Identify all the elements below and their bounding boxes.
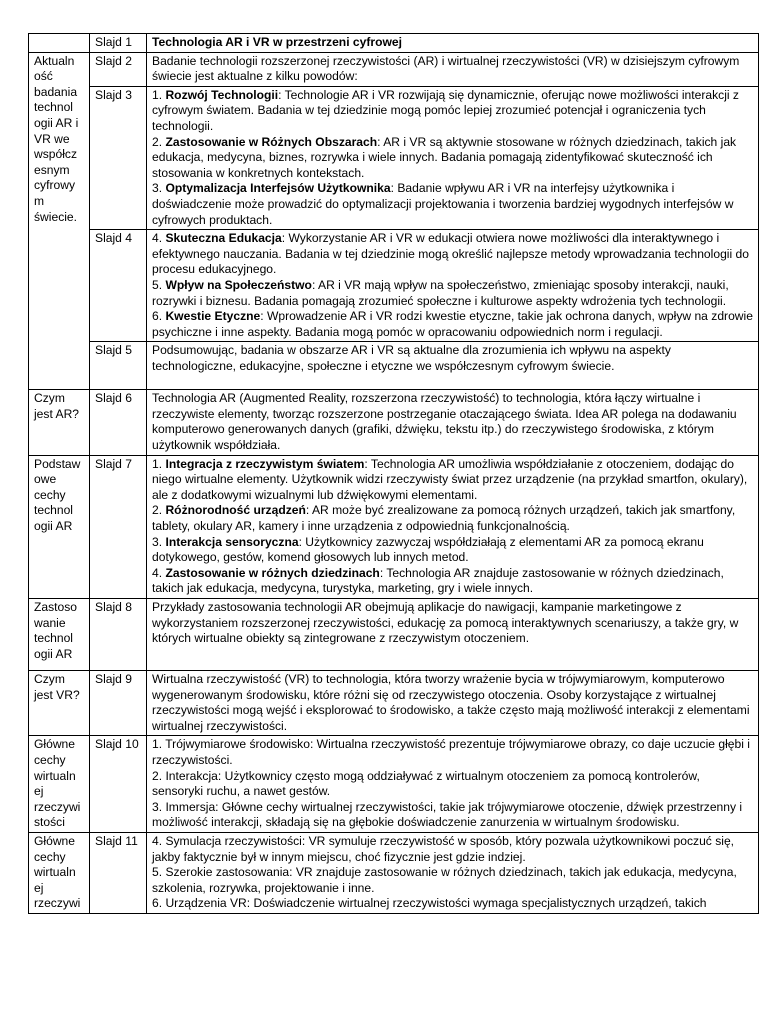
slide-content-cell <box>147 736 759 833</box>
list-item: 3. Interakcja sensoryczna: Użytkownicy zazwyczaj współdziałają z elementami AR za pomocą ekranu dotykowego, gestów, komend głosowych lub innych metod. <box>152 534 704 565</box>
slide-number-cell: Slajd 3 <box>90 86 147 229</box>
table-row <box>29 599 759 671</box>
list-item: 3. Optymalizacja Interfejsów Użytkownika: Badanie wpływu AR i VR na interfejsy użytkownika i doświadczenie może prowadzić do optymalizacji projektowania i tworzenia bardziej wygodnych interfejsów w cyfrowych produktach. <box>152 181 734 227</box>
list-item: 4. Zastosowanie w różnych dziedzinach: Technologia AR znajduje zastosowanie w różnych dziedzinach, takich jak edukacja, medycyna, turystyka, marketing, gry i wiele innych. <box>152 565 724 596</box>
slide-number-cell: Slajd 5 <box>90 342 147 390</box>
slide-content-cell <box>147 455 759 598</box>
topic-cell: Podstaw owe cechy technol ogii AR <box>29 455 90 598</box>
table-row <box>29 230 759 342</box>
list-item: 2. Interakcja: Użytkownicy często mogą oddziaływać z wirtualnym otoczeniem za pomocą kontrolerów, sensoryki ruchu, a nawet gestów. <box>152 768 700 799</box>
slide-number-cell: Slajd 10 <box>90 736 147 833</box>
list-item: 1. Integracja z rzeczywistym światem: Technologia AR umożliwia współdziałanie z otoczeniem, dodając do niego wirtualne elementy. Użytkownik widzi rzeczywisty świat przez urządzenie (na przykład smartfon, okulary), ale z dodatkowymi wizualnymi lub dźwiękowymi elementami. <box>152 456 748 502</box>
list-item: 4. Symulacja rzeczywistości: VR symuluje rzeczywistość w sposób, który pozwala użytkownikowi poczuć się, jakby faktycznie był w innym miejscu, choć fizycznie jest gdzie indziej. <box>152 833 735 864</box>
list-item: 2. Zastosowanie w Różnych Obszarach: AR i VR są aktywnie stosowane w różnych dziedzinach, takich jak edukacja, medycyna, biznes, rozrywka i wiele innych. Badania pomagają zidentyfikować skuteczność ich stosowania w konkretnych kontekstach. <box>152 134 737 180</box>
list-item: 5. Szerokie zastosowania: VR znajduje zastosowanie w różnych dziedzinach, takich jak edukacja, medycyna, szkolenia, rozrywka, projektowanie i inne. <box>152 865 737 895</box>
slide-number-cell: Slajd 8 <box>90 599 147 671</box>
slide-content-cell: Podsumowując, badania w obszarze AR i VR są aktualne dla zrozumienia ich wpływu na aspekty technologiczne, edukacyjne, społeczne i etyczne we współczesnym cyfrowym świecie. <box>147 342 759 390</box>
topic-cell: Zastoso wanie technol ogii AR <box>29 599 90 671</box>
slide-number-cell: Slajd 2 <box>90 52 147 86</box>
slide-content-cell <box>147 832 759 913</box>
topic-cell: Główne cechy wirtualn ej rzeczywi stości <box>29 736 90 833</box>
slide-number-cell: Slajd 4 <box>90 230 147 342</box>
topic-cell <box>29 34 90 53</box>
topic-cell: Czym jest VR? <box>29 671 90 736</box>
slide-number-cell: Slajd 1 <box>90 34 147 53</box>
slide-content-cell: Wirtualna rzeczywistość (VR) to technologia, która tworzy wrażenie bycia w trójwymiarowym, komputerowo wygenerowanym środowisku, które różni się od rzeczywistego otoczenia. Osoby korzystające z wirtualnej rzeczywistości mogą wejść i eksplorować to środowisko, a także często mają możliwość interakcji z elementami wirtualnej rzeczywistości. <box>147 671 759 736</box>
table-row <box>29 34 759 53</box>
slide-content-cell <box>147 230 759 342</box>
table-row <box>29 832 759 913</box>
table-row <box>29 342 759 390</box>
slide-content-cell: Przykłady zastosowania technologii AR obejmują aplikacje do nawigacji, kampanie marketingowe z wykorzystaniem rozszerzonej rzeczywistości, edukację za pomocą interaktywnych scenariuszy, a także gry, w których wirtualne obiekty są zintegrowane z rzeczywistym otoczeniem. <box>147 599 759 671</box>
slide-content-cell <box>147 86 759 229</box>
slide-number-cell: Slajd 7 <box>90 455 147 598</box>
list-item: 1. Rozwój Technologii: Technologie AR i VR rozwijają się dynamicznie, oferując nowe możliwości interakcji z cyfrowym światem. Badania w tej dziedzinie mogą pomóc lepiej zrozumieć potencjał i ograniczenia tych technologii. <box>152 87 739 133</box>
table-row <box>29 52 759 86</box>
slides-outline-table <box>28 33 759 914</box>
slide-number-cell: Slajd 6 <box>90 390 147 455</box>
list-item: 2. Różnorodność urządzeń: AR może być zrealizowane za pomocą różnych urządzeń, takich jak smartfony, tablety, okulary AR, kamery i inne urządzenia z odpowiednią funkcjonalnością. <box>152 503 736 534</box>
slide-number-cell: Slajd 9 <box>90 671 147 736</box>
list-item: 3. Immersja: Główne cechy wirtualnej rzeczywistości, takie jak trójwymiarowe otoczenie, dźwięk przestrzenny i możliwość interakcji, składają się na głębokie doświadczenie zanurzenia w wirtualnym środowisku. <box>152 799 743 830</box>
table-row <box>29 736 759 833</box>
topic-cell: Aktualn ość badania technol ogii AR i VR we współcz esnym cyfrowy m świecie. <box>29 52 90 390</box>
table-row <box>29 86 759 229</box>
table-row <box>29 671 759 736</box>
topic-cell: Czym jest AR? <box>29 390 90 455</box>
list-item: 6. Kwestie Etyczne: Wprowadzenie AR i VR rodzi kwestie etyczne, takie jak ochrona danych, wpływ na zdrowie psychiczne i inne aspekty. Badania mogą pomóc w opracowaniu odpowiednich norm i regulacji. <box>152 309 753 339</box>
slide-number-cell: Slajd 11 <box>90 832 147 913</box>
list-item: 4. Skuteczna Edukacja: Wykorzystanie AR i VR w edukacji otwiera nowe możliwości dla interaktywnego i efektywnego nauczania. Badania w tej dziedzinie mogą określić najlepsze metody wprowadzania technologii do procesu edukacyjnego. <box>152 231 749 277</box>
document-title: Technologia AR i VR w przestrzeni cyfrowej <box>147 34 759 53</box>
table-row <box>29 390 759 455</box>
list-item: 5. Wpływ na Społeczeństwo: AR i VR mają wpływ na społeczeństwo, zmieniając sposoby interakcji, nauki, rozrywki i biznesu. Badania pomagają zrozumieć społeczne i kulturowe aspekty wdrożenia tych technologii. <box>152 277 729 308</box>
slide-content-cell: Badanie technologii rozszerzonej rzeczywistości (AR) i wirtualnej rzeczywistości (VR) w dzisiejszym cyfrowym świecie jest aktualne z kilku powodów: <box>147 52 759 86</box>
topic-cell: Główne cechy wirtualn ej rzeczywi <box>29 832 90 913</box>
slide-content-cell: Technologia AR (Augmented Reality, rozszerzona rzeczywistość) to technologia, która łączy wirtualne i rzeczywiste elementy, tworząc rozszerzone postrzeganie otaczającego świata. Idea AR polega na dodawaniu komputerowo generowanych danych (grafiki, dźwięku, tekstu itp.) do rzeczywistego środowiska, z którym użytkownik współdziała. <box>147 390 759 455</box>
table-row <box>29 455 759 598</box>
list-item: 6. Urządzenia VR: Doświadczenie wirtualnej rzeczywistości wymaga specjalistycznych urządzeń, takich <box>152 896 707 911</box>
list-item: 1. Trójwymiarowe środowisko: Wirtualna rzeczywistość prezentuje trójwymiarowe obrazy, co daje uczucie głębi i rzeczywistości. <box>152 737 750 767</box>
